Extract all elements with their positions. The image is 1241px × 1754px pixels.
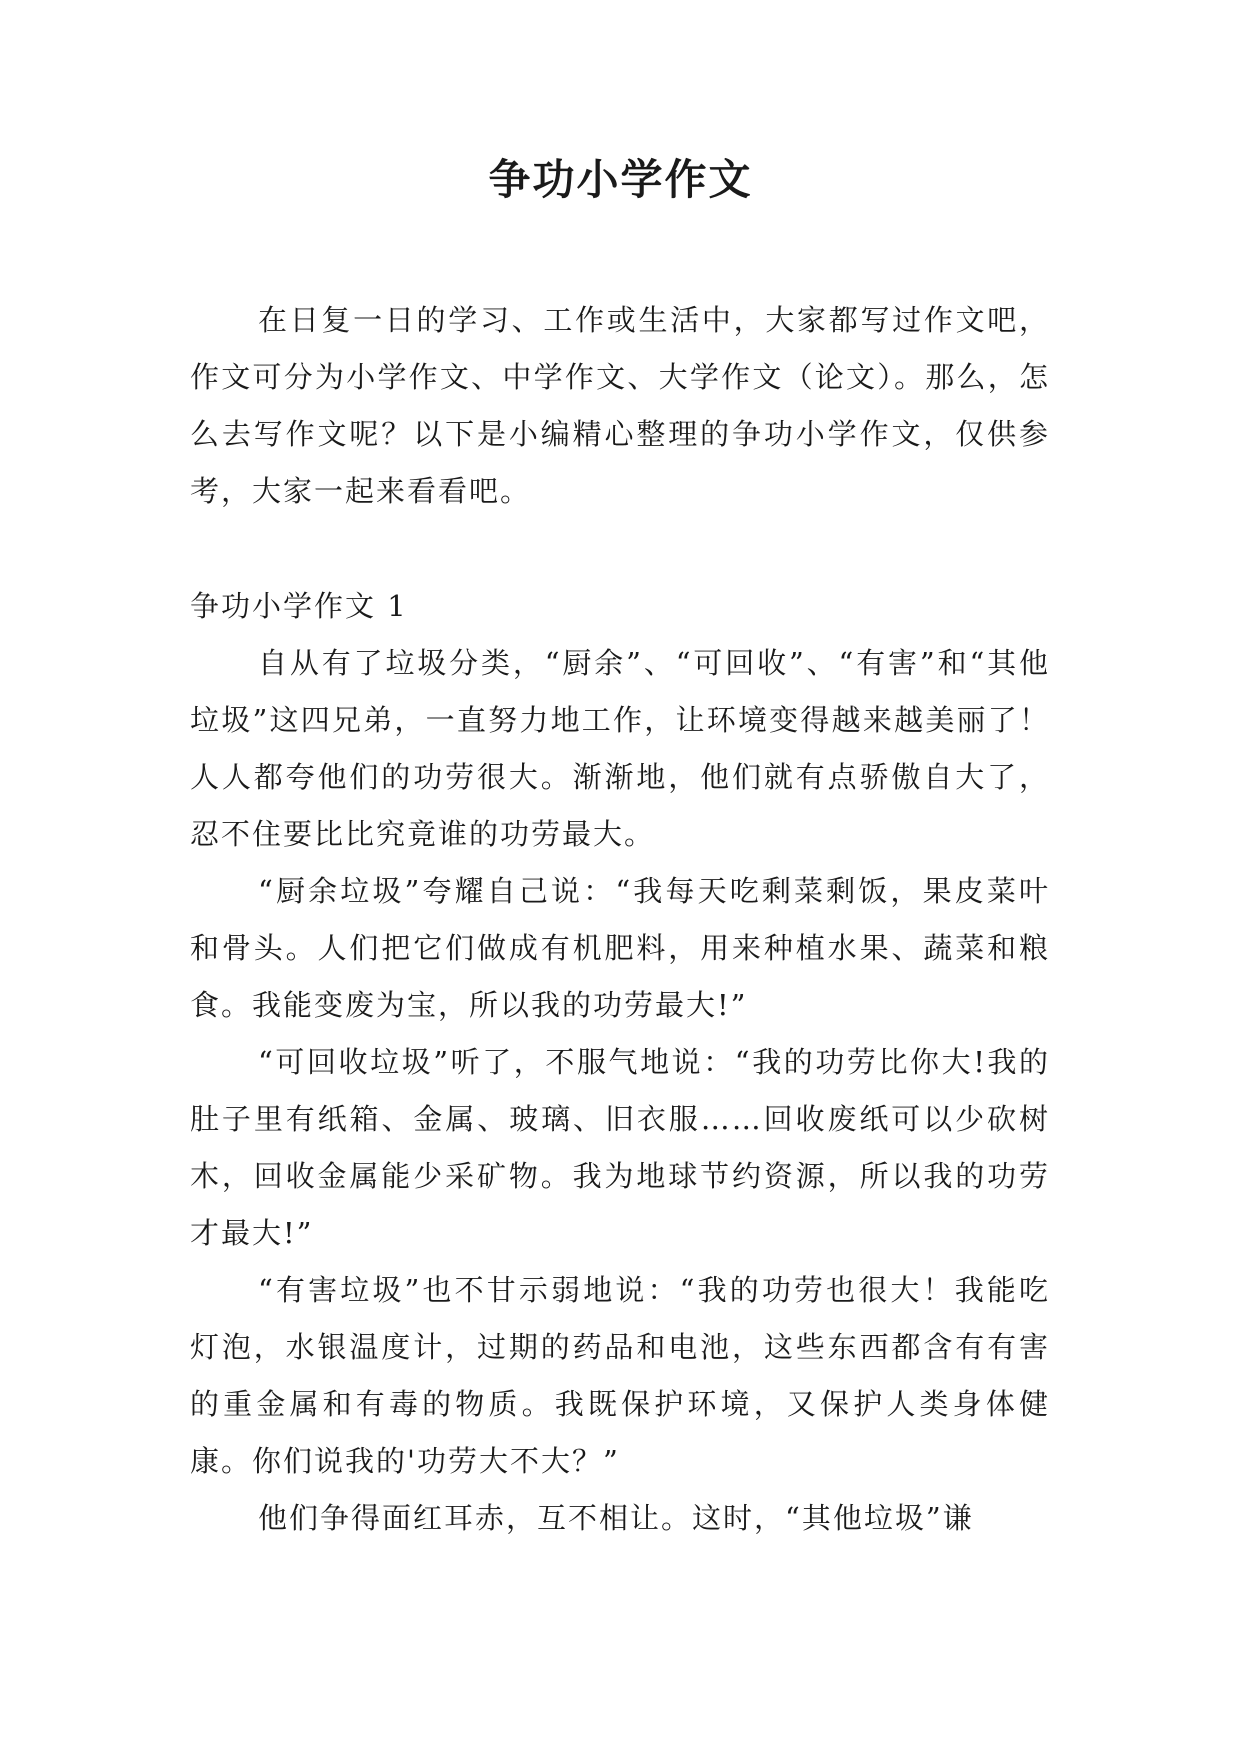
section-heading: 争功小学作文 1 <box>190 589 408 623</box>
essay-paragraph: 他们争得面红耳赤，互不相让。这时，“其他垃圾”谦 <box>258 1501 974 1535</box>
intro-paragraph: 在日复一日的学习、工作或生活中，大家都写过作文吧，作文可分为小学作文、中学作文、大学作文（论文）。那么，怎么去写作文呢？以下是小编精心整理的争功小学作文，仅供参考，大家一起来看看吧。 <box>190 303 1050 508</box>
essay-paragraph: 自从有了垃圾分类，“厨余”、“可回收”、“有害”和“其他垃圾”这四兄弟，一直努力地工作，让环境变得越来越美丽了！人人都夸他们的功劳很大。渐渐地，他们就有点骄傲自大了，忍不住要比比究竟谁的功劳最大。 <box>190 646 1050 851</box>
document-title: 争功小学作文 <box>488 155 753 204</box>
essay-paragraph: “有害垃圾”也不甘示弱地说：“我的功劳也很大！我能吃灯泡，水银温度计，过期的药品和电池，这些东西都含有有害的重金属和有毒的物质。我既保护环境，又保护人类身体健康。你们说我的'功劳大不大？” <box>190 1273 1050 1478</box>
essay-paragraph: “可回收垃圾”听了，不服气地说：“我的功劳比你大!我的肚子里有纸箱、金属、玻璃、旧衣服……回收废纸可以少砍树木，回收金属能少采矿物。我为地球节约资源，所以我的功劳才最大!” <box>190 1045 1050 1250</box>
essay-body <box>190 635 1050 1547</box>
essay-paragraph: “厨余垃圾”夸耀自己说：“我每天吃剩菜剩饭，果皮菜叶和骨头。人们把它们做成有机肥料，用来种植水果、蔬菜和粮食。我能变废为宝，所以我的功劳最大!” <box>190 874 1050 1022</box>
